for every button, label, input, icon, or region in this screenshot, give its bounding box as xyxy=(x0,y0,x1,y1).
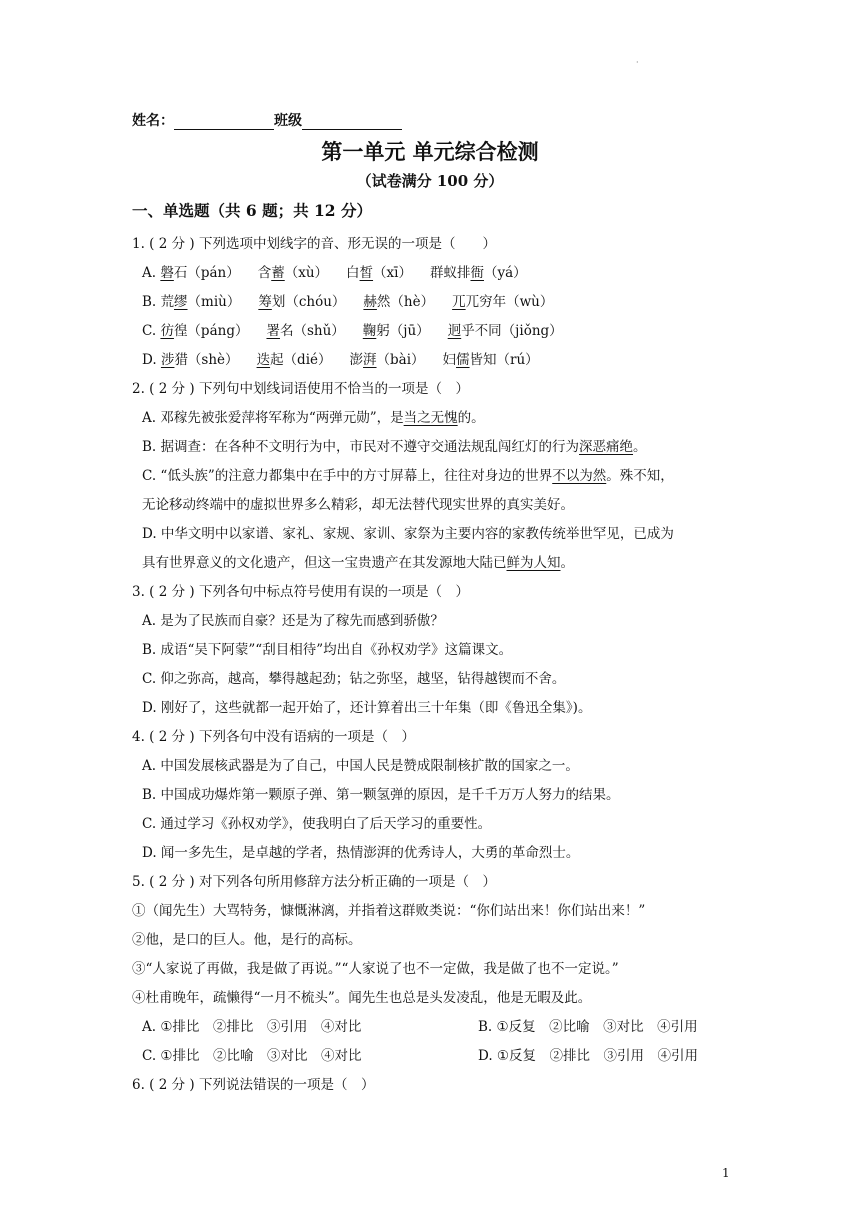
option-text: 。 xyxy=(560,555,574,571)
option-row xyxy=(132,1042,732,1071)
option-text: 名（shǔ） xyxy=(279,323,345,339)
question-stem: 4. ( 2 分 ) 下列各句中没有语病的一项是（ ） xyxy=(132,729,415,745)
option-text: 猎（shè） xyxy=(174,352,239,368)
underlined-char: 衙 xyxy=(470,265,484,281)
class-label: 班级 xyxy=(274,113,302,129)
option-text: 徨（páng） xyxy=(173,323,249,339)
option-text: 。殊不知， xyxy=(606,468,674,484)
option-text: （miù） xyxy=(187,294,241,310)
option-text: （yá） xyxy=(483,265,527,281)
option-row: B. 中国成功爆炸第一颗原子弹、第一颗氢弹的原因，是千千万万人努力的结果。 xyxy=(142,787,620,803)
underlined-char: 湃 xyxy=(363,352,377,368)
option-b: B. ①反复 ②比喻 ③对比 ④引用 xyxy=(478,1019,698,1035)
underlined-char: 儒 xyxy=(456,352,470,368)
option-text: 群蚁排 xyxy=(429,265,471,281)
statement: ②他，是口的巨人。他，是行的高标。 xyxy=(132,932,362,948)
student-info-line xyxy=(132,110,402,130)
option-row: B. 成语“吴下阿蒙”“刮目相待”均出自《孙权劝学》这篇课文。 xyxy=(142,642,513,658)
option-text: 澎 xyxy=(349,352,364,368)
option-text: 皆知（rú） xyxy=(469,352,539,368)
option-row xyxy=(132,317,732,346)
option-text: （bài） xyxy=(376,352,425,368)
page-number: 1 xyxy=(722,1166,730,1180)
option-text: 妇 xyxy=(442,352,457,368)
section-heading: 一、单选题（共 6 题；共 12 分） xyxy=(132,201,372,220)
option-letter: C. xyxy=(142,323,161,339)
name-label: 姓名： xyxy=(132,113,174,129)
option-row: D. 闻一多先生，是卓越的学者，热情澎湃的优秀诗人，大勇的革命烈士。 xyxy=(142,845,580,861)
option-text: 具有世界意义的文化遗产，但这一宝贵遗产在其发源地大陆已 xyxy=(142,555,507,571)
option-letter: B. xyxy=(142,294,161,310)
underlined-char: 赫 xyxy=(363,294,377,310)
option-continuation xyxy=(132,491,732,520)
option-continuation xyxy=(132,549,732,578)
option-row xyxy=(132,520,732,549)
option-row xyxy=(132,259,732,288)
option-text: 然（hè） xyxy=(376,294,435,310)
option-row xyxy=(132,346,732,375)
question-stem: 5. ( 2 分 ) 对下列各句所用修辞方法分析正确的一项是（ ） xyxy=(132,874,496,890)
question-stem: 2. ( 2 分 ) 下列句中划线词语使用不恰当的一项是（ ） xyxy=(132,381,469,397)
underlined-phrase: 不以为然 xyxy=(552,468,607,484)
option-text: 起（dié） xyxy=(270,352,332,368)
option-row: A. 是为了民族而自豪？还是为了稼先而感到骄傲？ xyxy=(142,613,444,629)
option-row xyxy=(132,1013,732,1042)
option-letter: A. xyxy=(142,265,161,281)
scan-dot: · xyxy=(636,58,639,67)
option-row xyxy=(132,433,732,462)
option-row: A. 中国发展核武器是为了自己，中国人民是赞成限制核扩散的国家之一。 xyxy=(142,758,579,774)
underlined-char: 缪 xyxy=(174,294,188,310)
option-text: 白 xyxy=(346,265,360,281)
option-text: B. 据调查：在各种不文明行为中，市民对不遵守交通法规乱闯红灯的行为 xyxy=(142,439,580,455)
underlined-char: 蓄 xyxy=(271,265,285,281)
statement: ④杜甫晚年，疏懒得“一月不梳头”。闻先生也总是头发凌乱，他是无暇及此。 xyxy=(132,990,592,1006)
option-text: 无论移动终端中的虚拟世界多么精彩，却无法替代现实世界的真实美好。 xyxy=(142,497,574,513)
underlined-char: 磐 xyxy=(160,265,174,281)
question-stem: 6. ( 2 分 ) 下列说法错误的一项是（ ） xyxy=(132,1077,375,1093)
name-blank[interactable] xyxy=(174,114,274,130)
exam-title: 第一单元 单元综合检测 xyxy=(321,139,539,164)
option-row xyxy=(132,288,732,317)
option-text: （xī） xyxy=(373,265,412,281)
option-row: C. 仰之弥高，越高，攀得越起劲；钻之弥坚，越坚，钻得越锲而不舍。 xyxy=(142,671,566,687)
underlined-char: 皙 xyxy=(359,265,374,281)
option-text: 划（chóu） xyxy=(271,294,346,310)
exam-subtitle: （试卷满分 100 分） xyxy=(356,172,504,190)
option-row: D. 刚好了，这些就都一起开始了，还计算着出三十年集（即《鲁迅全集》)。 xyxy=(142,700,592,716)
option-d: D. ①反复 ②排比 ③引用 ④引用 xyxy=(478,1048,699,1064)
option-text: 荒 xyxy=(160,294,175,310)
question-stem: 3. ( 2 分 ) 下列各句中标点符号使用有误的一项是（ ） xyxy=(132,584,469,600)
question-stem: 1. ( 2 分 ) 下列选项中划线字的音、形无误的一项是（ ） xyxy=(132,236,496,252)
option-c: C. ①排比 ②比喻 ③对比 ④对比 xyxy=(142,1048,362,1064)
class-blank[interactable] xyxy=(302,114,402,130)
underlined-char: 兀 xyxy=(452,294,466,310)
underlined-char: 鞠 xyxy=(362,323,377,339)
option-text: 的。 xyxy=(457,410,485,426)
option-letter: D. xyxy=(142,352,161,368)
underlined-char: 迥 xyxy=(447,323,462,339)
option-text: C. “低头族”的注意力都集中在手中的方寸屏幕上，往往对身边的世界 xyxy=(142,468,553,484)
underlined-phrase: 深恶痛绝 xyxy=(579,439,634,455)
option-text: 兀穷年（wù） xyxy=(465,294,554,310)
underlined-char: 涉 xyxy=(160,352,175,368)
option-row: C. 通过学习《孙权劝学》，使我明白了后天学习的重要性。 xyxy=(142,816,492,832)
option-text: 石（pán） xyxy=(173,265,240,281)
underlined-char: 署 xyxy=(266,323,280,339)
option-text: 乎不同（jiǒng） xyxy=(461,323,563,339)
statement: ①（闻先生）大骂特务，慷慨淋漓，并指着这群败类说：“你们站出来！你们站出来！” xyxy=(132,903,646,919)
option-text: 含 xyxy=(257,265,272,281)
option-text: （xù） xyxy=(284,265,329,281)
underlined-char: 迭 xyxy=(256,352,271,368)
questions-container xyxy=(132,230,732,1100)
underlined-char: 彷 xyxy=(160,323,174,339)
underlined-char: 筹 xyxy=(258,294,272,310)
option-text: 。 xyxy=(633,439,647,455)
underlined-phrase: 鲜为人知 xyxy=(506,555,561,571)
option-text: D. 中华文明中以家谱、家礼、家规、家训、家祭为主要内容的家教传统举世罕见，已成为 xyxy=(142,526,674,542)
option-row xyxy=(132,404,732,433)
option-text: 躬（jū） xyxy=(376,323,430,339)
underlined-phrase: 当之无愧 xyxy=(403,410,458,426)
option-a: A. ①排比 ②排比 ③引用 ④对比 xyxy=(142,1019,362,1035)
option-row xyxy=(132,462,732,491)
statement: ③“人家说了再做，我是做了再说。”“人家说了也不一定做，我是做了也不一定说。” xyxy=(132,961,619,977)
option-text: A. 邓稼先被张爱萍将军称为“两弹元勋”，是 xyxy=(142,410,404,426)
